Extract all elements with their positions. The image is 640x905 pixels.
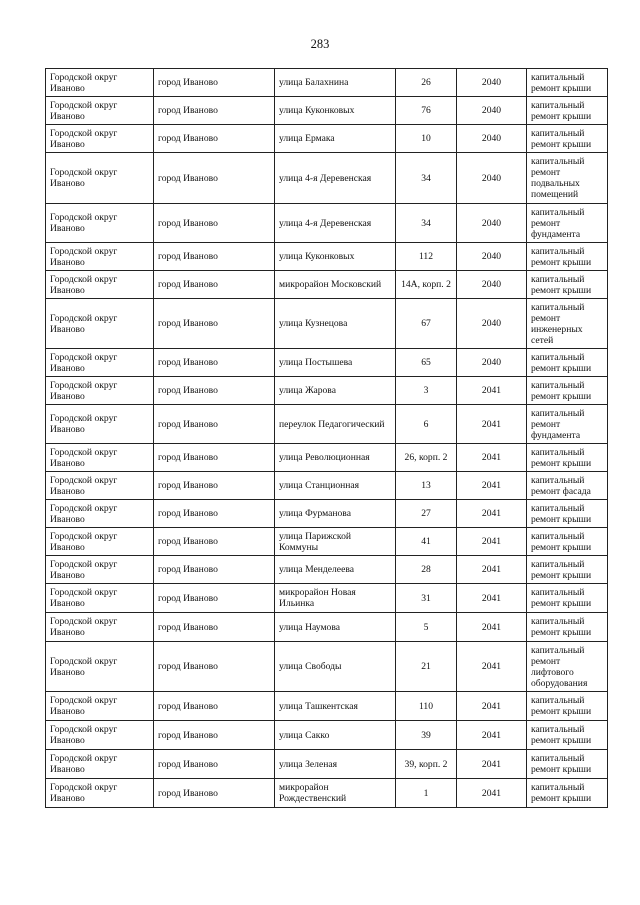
district-cell: Городской округ Иваново — [46, 271, 154, 299]
street-cell: улица Зеленая — [275, 750, 396, 779]
city-cell: город Иваново — [154, 271, 275, 299]
year-cell: 2040 — [457, 204, 527, 243]
city-cell: город Иваново — [154, 69, 275, 97]
street-cell: улица Менделеева — [275, 556, 396, 584]
street-cell: улица Куконковых — [275, 243, 396, 271]
district-cell: Городской округ Иваново — [46, 125, 154, 153]
city-cell: город Иваново — [154, 528, 275, 556]
street-cell: улица Кузнецова — [275, 299, 396, 349]
work-type-cell: капитальный ремонт фундамента — [527, 405, 608, 444]
table-row — [46, 299, 608, 349]
house-number-cell: 65 — [396, 349, 457, 377]
district-cell: Городской округ Иваново — [46, 528, 154, 556]
work-type-cell: капитальный ремонт крыши — [527, 556, 608, 584]
district-cell: Городской округ Иваново — [46, 500, 154, 528]
city-cell: город Иваново — [154, 405, 275, 444]
work-type-cell: капитальный ремонт крыши — [527, 613, 608, 642]
city-cell: город Иваново — [154, 153, 275, 204]
work-type-cell: капитальный ремонт подвальных помещений — [527, 153, 608, 204]
city-cell: город Иваново — [154, 779, 275, 808]
year-cell: 2041 — [457, 472, 527, 500]
district-cell: Городской округ Иваново — [46, 97, 154, 125]
district-cell: Городской округ Иваново — [46, 444, 154, 472]
street-cell: микрорайон Новая Ильинка — [275, 584, 396, 613]
city-cell: город Иваново — [154, 377, 275, 405]
work-type-cell: капитальный ремонт крыши — [527, 692, 608, 721]
repair-schedule-table — [45, 68, 608, 808]
work-type-cell: капитальный ремонт крыши — [527, 377, 608, 405]
house-number-cell: 76 — [396, 97, 457, 125]
year-cell: 2041 — [457, 613, 527, 642]
year-cell: 2040 — [457, 97, 527, 125]
work-type-cell: капитальный ремонт крыши — [527, 69, 608, 97]
house-number-cell: 39 — [396, 721, 457, 750]
year-cell: 2040 — [457, 349, 527, 377]
city-cell: город Иваново — [154, 750, 275, 779]
work-type-cell: капитальный ремонт фасада — [527, 472, 608, 500]
table-row — [46, 721, 608, 750]
street-cell: микрорайон Московский — [275, 271, 396, 299]
city-cell: город Иваново — [154, 584, 275, 613]
city-cell: город Иваново — [154, 204, 275, 243]
work-type-cell: капитальный ремонт крыши — [527, 721, 608, 750]
house-number-cell: 14А, корп. 2 — [396, 271, 457, 299]
house-number-cell: 13 — [396, 472, 457, 500]
work-type-cell: капитальный ремонт крыши — [527, 349, 608, 377]
work-type-cell: капитальный ремонт крыши — [527, 125, 608, 153]
table-row — [46, 750, 608, 779]
table-row — [46, 642, 608, 692]
table-row — [46, 97, 608, 125]
table-row — [46, 500, 608, 528]
street-cell: улица Фурманова — [275, 500, 396, 528]
district-cell: Городской округ Иваново — [46, 721, 154, 750]
house-number-cell: 41 — [396, 528, 457, 556]
work-type-cell: капитальный ремонт крыши — [527, 444, 608, 472]
district-cell: Городской округ Иваново — [46, 69, 154, 97]
house-number-cell: 26, корп. 2 — [396, 444, 457, 472]
street-cell: улица Станционная — [275, 472, 396, 500]
house-number-cell: 5 — [396, 613, 457, 642]
house-number-cell: 110 — [396, 692, 457, 721]
city-cell: город Иваново — [154, 642, 275, 692]
district-cell: Городской округ Иваново — [46, 472, 154, 500]
house-number-cell: 34 — [396, 153, 457, 204]
street-cell: улица Постышева — [275, 349, 396, 377]
district-cell: Городской округ Иваново — [46, 377, 154, 405]
house-number-cell: 39, корп. 2 — [396, 750, 457, 779]
street-cell: улица Сакко — [275, 721, 396, 750]
table-row — [46, 472, 608, 500]
work-type-cell: капитальный ремонт крыши — [527, 750, 608, 779]
house-number-cell: 26 — [396, 69, 457, 97]
year-cell: 2041 — [457, 584, 527, 613]
table-row — [46, 405, 608, 444]
street-cell: улица Наумова — [275, 613, 396, 642]
page-number: 283 — [310, 37, 330, 51]
house-number-cell: 21 — [396, 642, 457, 692]
year-cell: 2041 — [457, 721, 527, 750]
table-row — [46, 271, 608, 299]
year-cell: 2041 — [457, 377, 527, 405]
table-row — [46, 204, 608, 243]
work-type-cell: капитальный ремонт крыши — [527, 97, 608, 125]
street-cell: переулок Педагогический — [275, 405, 396, 444]
table-row — [46, 556, 608, 584]
house-number-cell: 67 — [396, 299, 457, 349]
city-cell: город Иваново — [154, 299, 275, 349]
year-cell: 2041 — [457, 528, 527, 556]
year-cell: 2040 — [457, 271, 527, 299]
work-type-cell: капитальный ремонт инженерных сетей — [527, 299, 608, 349]
house-number-cell: 3 — [396, 377, 457, 405]
street-cell: улица 4-я Деревенская — [275, 153, 396, 204]
city-cell: город Иваново — [154, 692, 275, 721]
city-cell: город Иваново — [154, 613, 275, 642]
street-cell: улица Балахнина — [275, 69, 396, 97]
city-cell: город Иваново — [154, 500, 275, 528]
year-cell: 2041 — [457, 405, 527, 444]
district-cell: Городской округ Иваново — [46, 299, 154, 349]
district-cell: Городской округ Иваново — [46, 642, 154, 692]
table-row — [46, 377, 608, 405]
house-number-cell: 28 — [396, 556, 457, 584]
house-number-cell: 10 — [396, 125, 457, 153]
year-cell: 2041 — [457, 642, 527, 692]
table-row — [46, 584, 608, 613]
work-type-cell: капитальный ремонт крыши — [527, 271, 608, 299]
district-cell: Городской округ Иваново — [46, 584, 154, 613]
street-cell: улица 4-я Деревенская — [275, 204, 396, 243]
district-cell: Городской округ Иваново — [46, 692, 154, 721]
house-number-cell: 27 — [396, 500, 457, 528]
street-cell: улица Куконковых — [275, 97, 396, 125]
street-cell: улица Жарова — [275, 377, 396, 405]
street-cell: улица Свободы — [275, 642, 396, 692]
street-cell: улица Парижской Коммуны — [275, 528, 396, 556]
year-cell: 2041 — [457, 444, 527, 472]
district-cell: Городской округ Иваново — [46, 556, 154, 584]
table-body — [46, 69, 608, 808]
table-row — [46, 349, 608, 377]
year-cell: 2041 — [457, 750, 527, 779]
table-row — [46, 444, 608, 472]
city-cell: город Иваново — [154, 472, 275, 500]
city-cell: город Иваново — [154, 444, 275, 472]
district-cell: Городской округ Иваново — [46, 243, 154, 271]
year-cell: 2040 — [457, 299, 527, 349]
district-cell: Городской округ Иваново — [46, 750, 154, 779]
table-row — [46, 153, 608, 204]
district-cell: Городской округ Иваново — [46, 405, 154, 444]
work-type-cell: капитальный ремонт крыши — [527, 584, 608, 613]
work-type-cell: капитальный ремонт крыши — [527, 528, 608, 556]
district-cell: Городской округ Иваново — [46, 204, 154, 243]
street-cell: улица Ташкентская — [275, 692, 396, 721]
street-cell: микрорайон Рождественский — [275, 779, 396, 808]
city-cell: город Иваново — [154, 97, 275, 125]
house-number-cell: 1 — [396, 779, 457, 808]
work-type-cell: капитальный ремонт крыши — [527, 243, 608, 271]
district-cell: Городской округ Иваново — [46, 779, 154, 808]
district-cell: Городской округ Иваново — [46, 613, 154, 642]
street-cell: улица Ермака — [275, 125, 396, 153]
city-cell: город Иваново — [154, 125, 275, 153]
table-row — [46, 69, 608, 97]
year-cell: 2040 — [457, 243, 527, 271]
work-type-cell: капитальный ремонт фундамента — [527, 204, 608, 243]
year-cell: 2041 — [457, 779, 527, 808]
house-number-cell: 6 — [396, 405, 457, 444]
year-cell: 2040 — [457, 125, 527, 153]
city-cell: город Иваново — [154, 243, 275, 271]
house-number-cell: 112 — [396, 243, 457, 271]
table-row — [46, 125, 608, 153]
table-row — [46, 779, 608, 808]
house-number-cell: 31 — [396, 584, 457, 613]
year-cell: 2040 — [457, 153, 527, 204]
table-row — [46, 613, 608, 642]
year-cell: 2041 — [457, 500, 527, 528]
district-cell: Городской округ Иваново — [46, 349, 154, 377]
table-row — [46, 692, 608, 721]
year-cell: 2041 — [457, 692, 527, 721]
street-cell: улица Революционная — [275, 444, 396, 472]
work-type-cell: капитальный ремонт крыши — [527, 779, 608, 808]
table-row — [46, 243, 608, 271]
work-type-cell: капитальный ремонт крыши — [527, 500, 608, 528]
city-cell: город Иваново — [154, 349, 275, 377]
table-row — [46, 528, 608, 556]
work-type-cell: капитальный ремонт лифтового оборудования — [527, 642, 608, 692]
city-cell: город Иваново — [154, 721, 275, 750]
year-cell: 2041 — [457, 556, 527, 584]
year-cell: 2040 — [457, 69, 527, 97]
city-cell: город Иваново — [154, 556, 275, 584]
house-number-cell: 34 — [396, 204, 457, 243]
district-cell: Городской округ Иваново — [46, 153, 154, 204]
